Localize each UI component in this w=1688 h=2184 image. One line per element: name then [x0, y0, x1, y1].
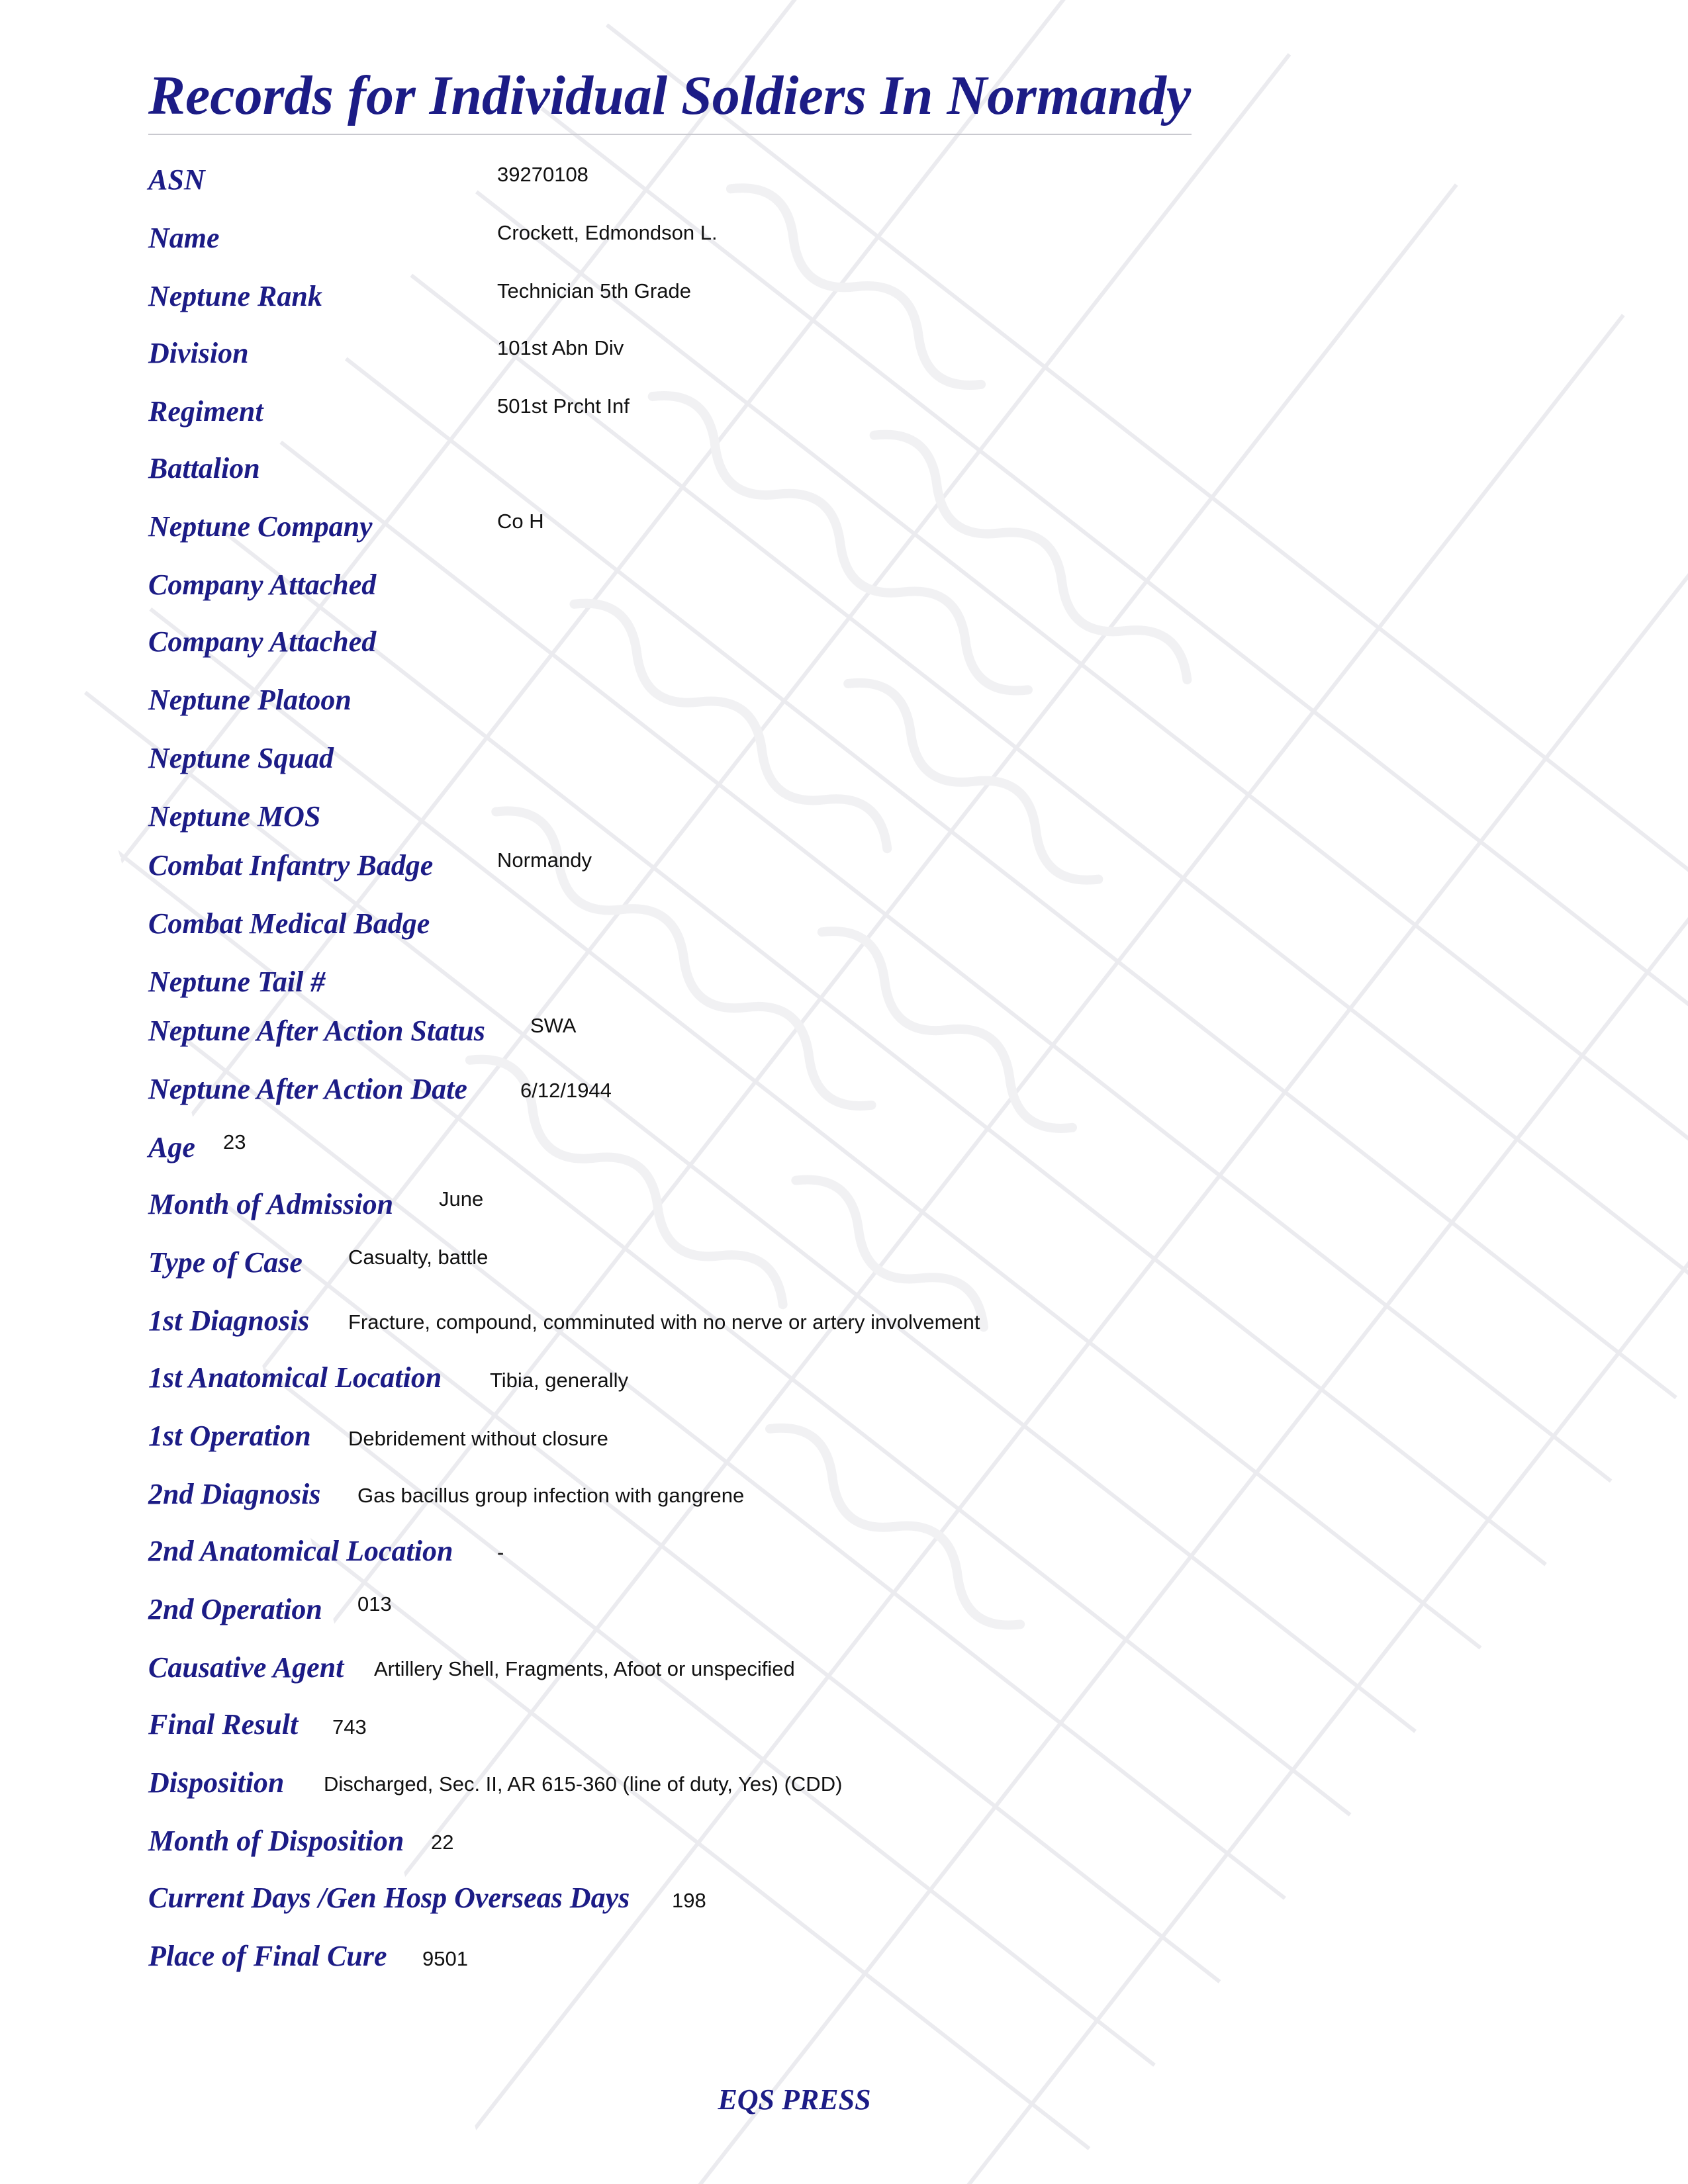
field-value-1st-diagnosis: Fracture, compound, comminuted with no nerve or artery involvement — [348, 1310, 980, 1334]
field-label-2nd-anatomical-location: 2nd Anatomical Location — [148, 1535, 453, 1567]
field-value-neptune-rank: Technician 5th Grade — [497, 279, 691, 302]
field-value-regiment: 501st Prcht Inf — [497, 394, 630, 418]
field-label-causative-agent: Causative Agent — [148, 1651, 344, 1684]
field-value-disposition: Discharged, Sec. II, AR 615-360 (line of duty, Yes) (CDD) — [324, 1772, 843, 1796]
publisher-footer: EQS PRESS — [718, 2083, 871, 2116]
field-value-1st-operation: Debridement without closure — [348, 1427, 608, 1450]
field-value-age: 23 — [223, 1130, 246, 1154]
field-value-1st-anatomical-location: Tibia, generally — [490, 1369, 629, 1392]
field-label-company-attached: Company Attached — [148, 569, 377, 601]
field-value-final-result: 743 — [332, 1715, 367, 1739]
field-value-2nd-diagnosis: Gas bacillus group infection with gangrene — [357, 1484, 745, 1507]
field-label-current-days: Current Days /Gen Hosp Overseas Days — [148, 1882, 630, 1914]
field-value-type-of-case: Casualty, battle — [348, 1246, 489, 1269]
field-label-1st-operation: 1st Operation — [148, 1420, 311, 1452]
field-label-regiment: Regiment — [148, 395, 263, 428]
title-divider — [148, 134, 1192, 135]
page-title: Records for Individual Soldiers In Normandy — [148, 65, 1192, 126]
field-label-division: Division — [148, 337, 249, 369]
field-label-combat-medical-badge: Combat Medical Badge — [148, 907, 430, 940]
field-label-month-of-admission: Month of Admission — [148, 1188, 394, 1220]
field-label-neptune-squad: Neptune Squad — [148, 742, 334, 774]
field-label-1st-diagnosis: 1st Diagnosis — [148, 1304, 310, 1337]
field-value-after-action-date: 6/12/1944 — [520, 1079, 612, 1102]
field-value-2nd-anatomical-location: - — [497, 1541, 504, 1564]
field-value-combat-infantry-badge: Normandy — [497, 848, 592, 872]
field-label-month-of-disposition: Month of Disposition — [148, 1825, 404, 1857]
field-value-asn: 39270108 — [497, 163, 588, 186]
field-label-age: Age — [148, 1131, 195, 1163]
field-label-after-action-date: Neptune After Action Date — [148, 1073, 467, 1105]
field-value-division: 101st Abn Div — [497, 336, 624, 359]
field-label-name: Name — [148, 222, 220, 254]
field-label-company-attached-2: Company Attached — [148, 625, 377, 658]
field-label-after-action-status: Neptune After Action Status — [148, 1015, 485, 1047]
field-value-causative-agent: Artillery Shell, Fragments, Afoot or unspecified — [374, 1657, 795, 1680]
field-label-neptune-platoon: Neptune Platoon — [148, 684, 352, 716]
field-value-after-action-status: SWA — [530, 1014, 577, 1037]
field-label-neptune-company: Neptune Company — [148, 510, 373, 543]
field-value-current-days: 198 — [672, 1889, 706, 1912]
field-label-battalion: Battalion — [148, 452, 260, 484]
field-label-2nd-diagnosis: 2nd Diagnosis — [148, 1478, 321, 1510]
field-value-place-of-final-cure: 9501 — [422, 1947, 468, 1970]
field-value-2nd-operation: 013 — [357, 1592, 392, 1615]
field-value-neptune-company: Co H — [497, 510, 544, 533]
field-value-name: Crockett, Edmondson L. — [497, 221, 718, 244]
field-value-month-of-disposition: 22 — [431, 1831, 454, 1854]
field-label-neptune-mos: Neptune MOS — [148, 800, 321, 833]
field-label-combat-infantry-badge: Combat Infantry Badge — [148, 849, 434, 882]
field-label-place-of-final-cure: Place of Final Cure — [148, 1940, 387, 1972]
field-label-asn: ASN — [148, 163, 205, 196]
field-label-neptune-tail: Neptune Tail # — [148, 966, 326, 998]
field-label-final-result: Final Result — [148, 1708, 299, 1741]
field-value-month-of-admission: June — [439, 1187, 484, 1210]
field-label-2nd-operation: 2nd Operation — [148, 1593, 322, 1625]
field-label-neptune-rank: Neptune Rank — [148, 280, 322, 312]
field-label-disposition: Disposition — [148, 1766, 285, 1799]
field-label-type-of-case: Type of Case — [148, 1246, 303, 1279]
field-label-1st-anatomical-location: 1st Anatomical Location — [148, 1361, 442, 1394]
